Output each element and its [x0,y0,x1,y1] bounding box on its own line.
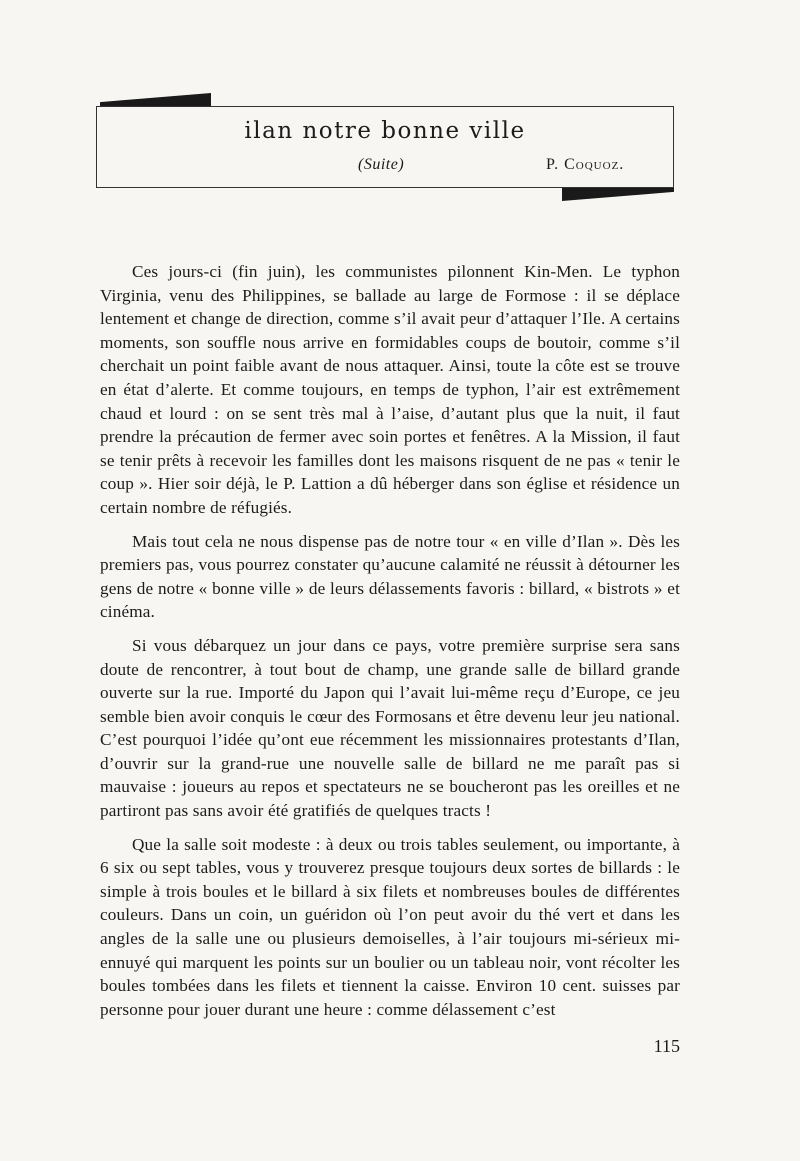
article-title: ilan notre bonne ville [244,118,526,144]
article-author: P. Coquoz. [546,156,625,173]
paragraph: Si vous débarquez un jour dans ce pays, votre première surprise sera sans doute de rencontrer, à tout bout de champ, une grande salle de billard grande ouverte sur la rue. Importé du Japon qui l’avait lui-même reçu d’Europe, ce jeu semble bien avoir conquis le cœur des Formosans et être devenu leur jeu national. C’est pourquoi l’idée qu’ont eue récemment les missionnaires protestants d’Ilan, d’ouvrir sur la grand-rue une nouvelle salle de billard ne me paraît pas si mauvaise : joueurs au repos et spectateurs ne se boucheront pas les oreilles et ne partiront pas sans avoir été gratifiés de quelques tracts ! [100,635,680,821]
article-subtitle: (Suite) [358,156,405,173]
page-number: 115 [653,1036,680,1056]
header-top-rule [100,93,211,106]
header-bottom-rule [562,188,674,201]
article-body [100,260,680,1031]
paragraph: Ces jours-ci (fin juin), les communistes pilonnent Kin-Men. Le typhon Virginia, venu des Philippines, se ballade au large de Formose : il se déplace lentement et change de direction, comme s’il avait peur d’attaquer l’Ile. A certains moments, son souffle nous arrive en formidables coups de boutoir, comme s’il cherchait un point faible avant de nous attaquer. Ainsi, toute la côte est se trouve en état d’alerte. Et comme toujours, en temps de typhon, l’air est extrêmement chaud et lourd : on se sent très mal à l’aise, d’autant plus que la nuit, il faut prendre la précaution de fermer avec soin portes et fenêtres. A la Mission, il faut se tenir prêts à recevoir les familles dont les maisons risquent de ne pas « tenir le coup ». Hier soir déjà, le P. Lattion a dû héberger dans son église et résidence un certain nombre de réfugiés. [100,262,680,517]
paragraph: Que la salle soit modeste : à deux ou trois tables seulement, ou importante, à 6 six ou sept tables, vous y trouverez presque toujours deux sortes de billards : le simple à trois boules et le billard à six filets et nombreuses boules de différentes couleurs. Dans un coin, un guéridon où l’on peut avoir du thé vert et dans les angles de la salle une ou plusieurs demoiselles, à l’air toujours mi-sérieux mi-ennuyé qui marquent les points sur un boulier ou un tableau noir, vont récolter les boules tombées dans les filets et tiennent la caisse. Environ 10 cent. suisses par personne pour jouer durant une heure : comme délassement c’est [100,834,680,1019]
paragraph: Mais tout cela ne nous dispense pas de notre tour « en ville d’Ilan ». Dès les premiers pas, vous pourrez constater qu’aucune calamité ne réussit à détourner les gens de notre « bonne ville » de leurs délassements favoris : billard, « bistrots » et cinéma. [100,531,680,622]
